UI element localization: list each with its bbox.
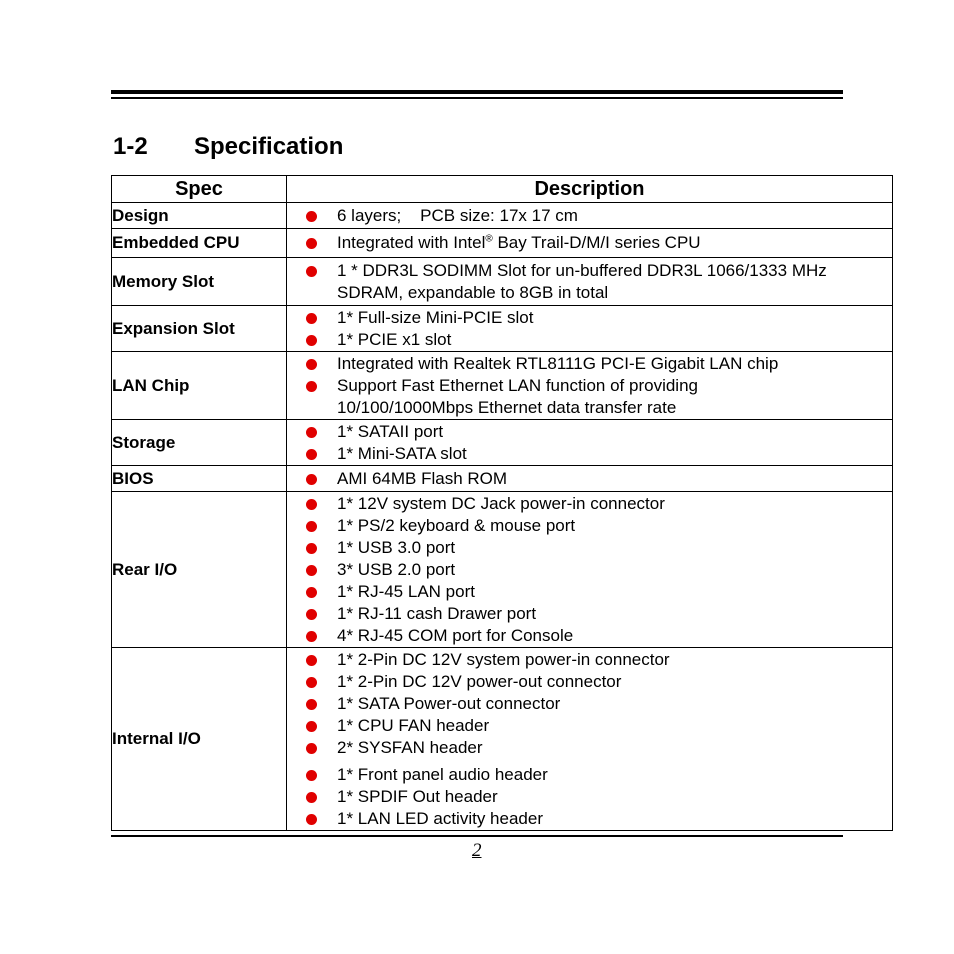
list-item: 1* 12V system DC Jack power-in connector — [287, 493, 892, 515]
header-description: Description — [287, 176, 893, 203]
spec-description — [287, 229, 893, 258]
footer-rule — [111, 835, 843, 837]
bullet-icon — [306, 335, 317, 346]
table-row — [112, 352, 893, 420]
table-row — [112, 466, 893, 492]
header-spec: Spec — [112, 176, 287, 203]
table-row — [112, 492, 893, 648]
spec-name: LAN Chip — [112, 352, 287, 420]
list-item: 3* USB 2.0 port — [287, 559, 892, 581]
bullet-icon — [306, 427, 317, 438]
description-list — [287, 307, 892, 351]
spec-name: Memory Slot — [112, 258, 287, 306]
bullet-icon — [306, 792, 317, 803]
header-rule-thin — [111, 97, 843, 99]
bullet-icon — [306, 814, 317, 825]
spec-description — [287, 648, 893, 831]
description-list — [287, 260, 892, 304]
bullet-icon — [306, 770, 317, 781]
list-item: 4* RJ-45 COM port for Console — [287, 625, 892, 647]
bullet-icon — [306, 543, 317, 554]
bullet-icon — [306, 631, 317, 642]
list-item: 1* Mini-SATA slot — [287, 443, 892, 465]
bullet-icon — [306, 655, 317, 666]
list-item: Integrated with Realtek RTL8111G PCI-E Gigabit LAN chip — [287, 353, 892, 375]
list-item: 1* Front panel audio header — [287, 764, 892, 786]
description-list — [287, 421, 892, 465]
section-title: Specification — [194, 133, 344, 160]
description-list — [287, 649, 892, 830]
description-list — [287, 232, 892, 254]
list-item: 1* SPDIF Out header — [287, 786, 892, 808]
list-item: 1* 2-Pin DC 12V system power-in connector — [287, 649, 892, 671]
table-header-row — [112, 176, 893, 203]
bullet-icon — [306, 721, 317, 732]
bullet-icon — [306, 449, 317, 460]
bullet-icon — [306, 474, 317, 485]
page-number: 2 — [472, 840, 482, 861]
bullet-icon — [306, 211, 317, 222]
list-item: 1 * DDR3L SODIMM Slot for un-buffered DDR3L 1066/1333 MHz SDRAM, expandable to 8GB in total — [287, 260, 892, 304]
list-item: 1* PS/2 keyboard & mouse port — [287, 515, 892, 537]
table-row — [112, 258, 893, 306]
bullet-icon — [306, 266, 317, 277]
spec-description — [287, 466, 893, 492]
spec-description — [287, 492, 893, 648]
spec-name: BIOS — [112, 466, 287, 492]
spec-description — [287, 258, 893, 306]
bullet-icon — [306, 313, 317, 324]
spec-name: Storage — [112, 420, 287, 466]
list-item: 1* SATAII port — [287, 421, 892, 443]
table-row — [112, 420, 893, 466]
list-item: 1* CPU FAN header — [287, 715, 892, 737]
bullet-icon — [306, 743, 317, 754]
spec-name: Rear I/O — [112, 492, 287, 648]
description-list — [287, 493, 892, 647]
bullet-icon — [306, 521, 317, 532]
list-item: 1* LAN LED activity header — [287, 808, 892, 830]
bullet-icon — [306, 381, 317, 392]
table-row — [112, 203, 893, 229]
bullet-icon — [306, 499, 317, 510]
section-number: 1-2 — [113, 133, 148, 160]
bullet-icon — [306, 587, 317, 598]
list-item: 1* RJ-45 LAN port — [287, 581, 892, 603]
description-list — [287, 205, 892, 227]
list-item: 6 layers; PCB size: 17x 17 cm — [287, 205, 892, 227]
spec-name: Embedded CPU — [112, 229, 287, 258]
header-rule-thick — [111, 90, 843, 94]
spec-name: Expansion Slot — [112, 306, 287, 352]
spec-description — [287, 306, 893, 352]
section-heading — [113, 133, 343, 161]
list-item: 1* USB 3.0 port — [287, 537, 892, 559]
bullet-icon — [306, 238, 317, 249]
table-row — [112, 648, 893, 831]
bullet-icon — [306, 565, 317, 576]
bullet-icon — [306, 677, 317, 688]
spec-name: Design — [112, 203, 287, 229]
table-row — [112, 306, 893, 352]
spec-table — [111, 175, 893, 831]
list-item: 1* SATA Power-out connector — [287, 693, 892, 715]
registered-mark: ® — [485, 233, 493, 245]
spec-description — [287, 352, 893, 420]
list-item: 1* PCIE x1 slot — [287, 329, 892, 351]
bullet-icon — [306, 359, 317, 370]
list-item: Support Fast Ethernet LAN function of providing 10/100/1000Mbps Ethernet data transfer rate — [287, 375, 892, 419]
list-item: 1* 2-Pin DC 12V power-out connector — [287, 671, 892, 693]
table-row — [112, 229, 893, 258]
list-item: 1* RJ-11 cash Drawer port — [287, 603, 892, 625]
spec-description — [287, 203, 893, 229]
bullet-icon — [306, 609, 317, 620]
list-item: AMI 64MB Flash ROM — [287, 468, 892, 490]
bullet-icon — [306, 699, 317, 710]
spec-name: Internal I/O — [112, 648, 287, 831]
list-item: Integrated with Intel® Bay Trail-D/M/I series CPU — [287, 232, 892, 254]
spec-description — [287, 420, 893, 466]
list-item: 1* Full-size Mini-PCIE slot — [287, 307, 892, 329]
description-list — [287, 468, 892, 490]
description-list — [287, 353, 892, 419]
list-item: 2* SYSFAN header — [287, 737, 892, 759]
